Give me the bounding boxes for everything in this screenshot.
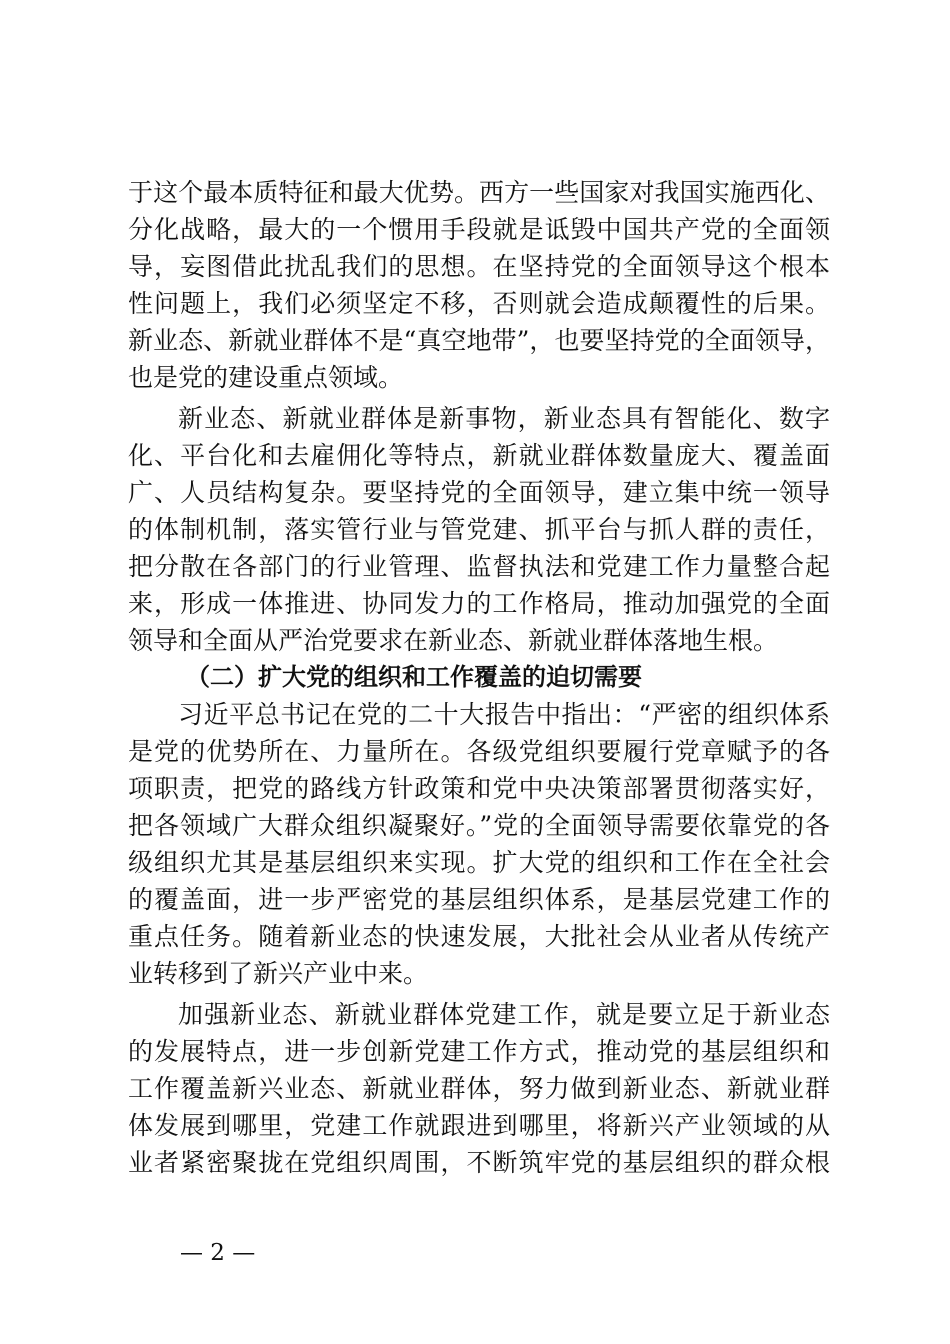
text-line: 领导和全面从严治党要求在新业态、新就业群体落地生根。 (128, 626, 779, 655)
page-number: — 2 — (180, 1240, 256, 1266)
text-line: 的体制机制，落实管行业与管党建、抓平台与抓人群的责任， (128, 515, 830, 544)
section-heading: （二）扩大党的组织和工作覆盖的迫切需要 (186, 663, 642, 691)
text-line: 于这个最本质特征和最大优势。西方一些国家对我国实施西化、 (128, 178, 830, 207)
text-line: 来，形成一体推进、协同发力的工作格局，推动加强党的全面 (128, 589, 830, 618)
text-line: 体发展到哪里，党建工作就跟进到哪里，将新兴产业领域的从 (128, 1111, 830, 1140)
text-line: 分化战略，最大的一个惯用手段就是诋毁中国共产党的全面领 (128, 215, 830, 244)
text-line: 工作覆盖新兴业态、新就业群体，努力做到新业态、新就业群 (128, 1074, 830, 1103)
text-line: 业者紧密聚拢在党组织周围，不断筑牢党的基层组织的群众根 (128, 1148, 830, 1177)
text-line: 把分散在各部门的行业管理、监督执法和党建工作力量整合起 (128, 552, 830, 581)
text-line: 的覆盖面，进一步严密党的基层组织体系，是基层党建工作的 (128, 885, 830, 914)
document-body (128, 174, 830, 1181)
paragraph-first-line: 习近平总书记在党的二十大报告中指出：“严密的组织体系 (178, 700, 830, 729)
text-line: 重点任务。随着新业态的快速发展，大批社会从业者从传统产 (128, 922, 830, 951)
text-line: 级组织尤其是基层组织来实现。扩大党的组织和工作在全社会 (128, 848, 830, 877)
text-line: 的发展特点，进一步创新党建工作方式，推动党的基层组织和 (128, 1037, 830, 1066)
text-line: 项职责，把党的路线方针政策和党中央决策部署贯彻落实好， (128, 774, 830, 803)
text-line: 导，妄图借此扰乱我们的思想。在坚持党的全面领导这个根本 (128, 252, 830, 281)
text-line: 是党的优势所在、力量所在。各级党组织要履行党章赋予的各 (128, 737, 830, 766)
paragraph-first-line: 加强新业态、新就业群体党建工作，就是要立足于新业态 (178, 1000, 830, 1029)
text-line: 广、人员结构复杂。要坚持党的全面领导，建立集中统一领导 (128, 478, 830, 507)
text-line: 也是党的建设重点领域。 (128, 363, 404, 392)
paragraph-first-line: 新业态、新就业群体是新事物，新业态具有智能化、数字 (178, 404, 830, 433)
text-line: 性问题上，我们必须坚定不移，否则就会造成颠覆性的后果。 (128, 289, 830, 318)
text-line: 业转移到了新兴产业中来。 (128, 959, 429, 988)
text-line: 把各领域广大群众组织凝聚好。”党的全面领导需要依靠党的各 (128, 811, 830, 840)
text-line: 化、平台化和去雇佣化等特点，新就业群体数量庞大、覆盖面 (128, 441, 830, 470)
text-line: 新业态、新就业群体不是“真空地带”，也要坚持党的全面领导， (128, 326, 830, 355)
